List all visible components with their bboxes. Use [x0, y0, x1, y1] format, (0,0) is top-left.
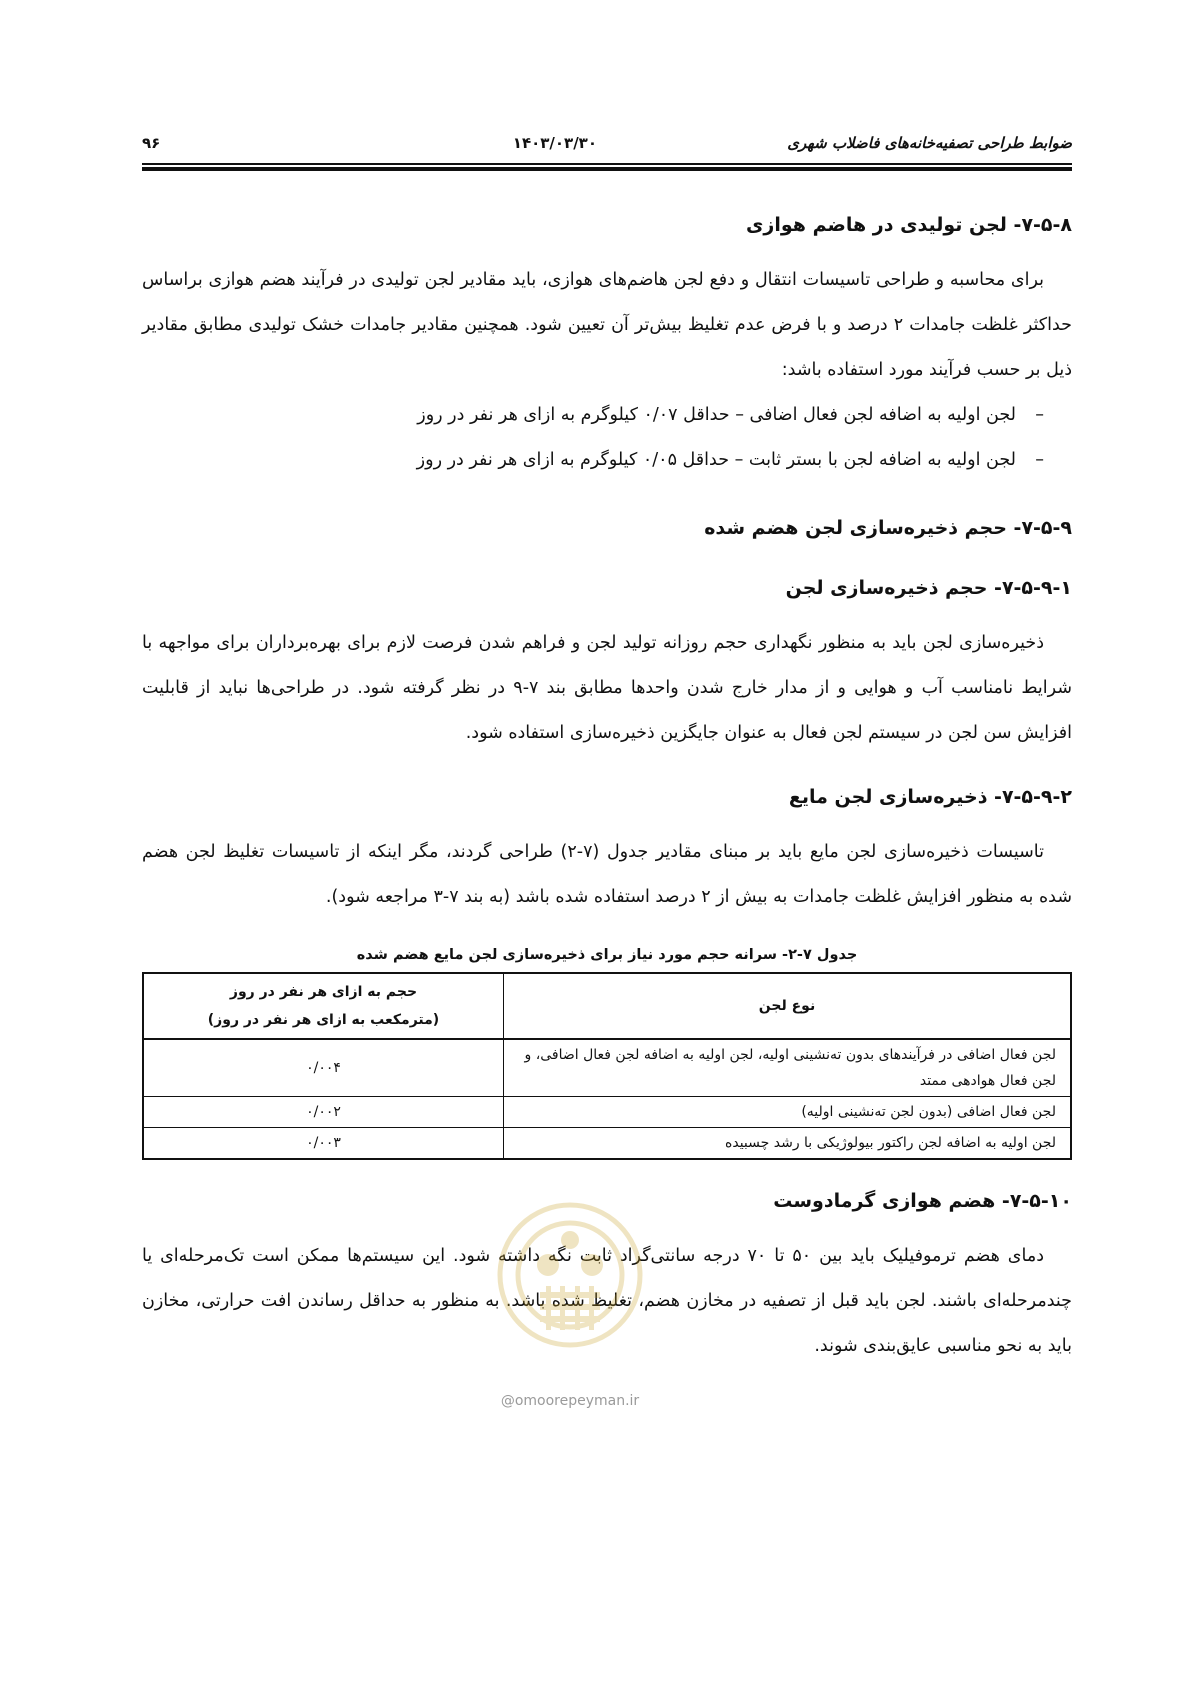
cell-volume: ۰/۰۰۴: [143, 1039, 504, 1097]
section-9-1-paragraph: ذخیره‌سازی لجن باید به منظور نگهداری حجم روزانه تولید لجن و فراهم شدن فرصت لازم برای بهره‌برداران برای مواجهه با شرایط نامناسب آب و هوایی و از مدار خارج شدن واحدها مطابق بند ۷-۹ در نظر گرفته شود. در طراحی‌ها نباید از قابلیت افزایش سن لجن در سیستم لجن فعال به عنوان جایگزین ذخیره‌سازی استفاده شود.: [142, 633, 1072, 743]
sludge-storage-table: [142, 972, 1072, 1160]
table-row: [143, 1128, 1071, 1160]
section-8-bullet-list: [142, 393, 1072, 483]
cell-sludge-type: لجن فعال اضافی در فرآیندهای بدون ته‌نشینی اولیه، لجن اولیه به اضافه لجن فعال اضافی، و لجن فعال هوادهی ممتد: [504, 1039, 1072, 1097]
bullet-text: لجن اولیه به اضافه لجن فعال اضافی – حداقل ۰/۰۷ کیلوگرم به ازای هر نفر در روز: [417, 405, 1016, 425]
section-10-heading: ۷-۵-۱۰- هضم هوازی گرمادوست: [773, 1190, 1072, 1212]
column-header-volume: [143, 973, 504, 1039]
page-number: ۹۶: [142, 134, 161, 152]
bullet-dash: –: [1035, 450, 1044, 470]
section-10-paragraph: دمای هضم ترموفیلیک باید بین ۵۰ تا ۷۰ درجه سانتی‌گراد ثابت نگه داشته شود. این سیستم‌ها ممکن است تک‌مرحله‌ای یا چندمرحله‌ای باشند. لجن باید قبل از تصفیه در مخازن هضم، تغلیظ شده باشد. به منظور به حداقل رساندن افت حرارتی، مخازن باید به نحو مناسبی عایق‌بندی شوند.: [142, 1246, 1072, 1356]
list-item: [142, 393, 1044, 438]
header-date: ۱۴۰۳/۰۳/۳۰: [512, 134, 597, 152]
column-header-type: نوع لجن: [504, 973, 1072, 1039]
section-8-heading: ۷-۵-۸- لجن تولیدی در هاضم هوازی: [746, 214, 1072, 236]
cell-volume: ۰/۰۰۲: [143, 1097, 504, 1128]
section-9-1-heading: ۷-۵-۹-۱- حجم ذخیره‌سازی لجن: [785, 577, 1072, 599]
watermark-text: @omoorepeyman.ir: [500, 1393, 640, 1409]
bullet-dash: –: [1035, 405, 1044, 425]
gear-seal-logo-icon: [490, 1180, 650, 1370]
section-9-heading: ۷-۵-۹- حجم ذخیره‌سازی لجن هضم شده: [704, 517, 1072, 539]
list-item: [142, 438, 1044, 483]
cell-volume: ۰/۰۰۳: [143, 1128, 504, 1160]
section-9-2-paragraph: تاسیسات ذخیره‌سازی لجن مایع باید بر مبنای مقادیر جدول (۷-۲) طراحی گردند، مگر اینکه از تاسیسات تغلیظ لجن هضم شده به منظور افزایش غلظت جامدات به بیش از ۲ درصد استفاده شده باشد (به بند ۷-۳ مراجعه شود).: [142, 842, 1072, 907]
table-caption: جدول ۷-۲- سرانه حجم مورد نیاز برای ذخیره‌سازی لجن مایع هضم شده: [356, 947, 858, 963]
section-8-paragraph: برای محاسبه و طراحی تاسیسات انتقال و دفع لجن هاضم‌های هوازی، باید مقادیر لجن تولیدی در فرآیند هضم هوازی براساس حداکثر غلظت جامدات ۲ درصد و با فرض عدم تغلیظ بیش‌تر آن تعیین شود. همچنین مقادیر جامدات خشک تولیدی مطابق مقادیر ذیل بر حسب فرآیند مورد استفاده باشد:: [142, 270, 1072, 380]
cell-sludge-type: لجن اولیه به اضافه لجن راکتور بیولوژیکی با رشد چسبیده: [504, 1128, 1072, 1160]
table-row: [143, 1097, 1071, 1128]
table-header-row: [143, 973, 1071, 1039]
header-rule-thick: [142, 167, 1072, 171]
table-row: [143, 1039, 1071, 1097]
header-rule-thin: [142, 163, 1072, 165]
column-header-volume-line2: (مترمکعب به ازای هر نفر در روز): [207, 1012, 440, 1028]
column-header-volume-line1: حجم به ازای هر نفر در روز: [229, 984, 418, 1000]
section-9-2-heading: ۷-۵-۹-۲- ذخیره‌سازی لجن مایع: [788, 786, 1072, 808]
cell-sludge-type: لجن فعال اضافی (بدون لجن ته‌نشینی اولیه): [504, 1097, 1072, 1128]
page-header: [142, 130, 1072, 160]
bullet-text: لجن اولیه به اضافه لجن با بستر ثابت – حداقل ۰/۰۵ کیلوگرم به ازای هر نفر در روز: [416, 450, 1016, 470]
header-title: ضوابط طراحی تصفیه‌خانه‌های فاضلاب شهری: [787, 134, 1072, 152]
